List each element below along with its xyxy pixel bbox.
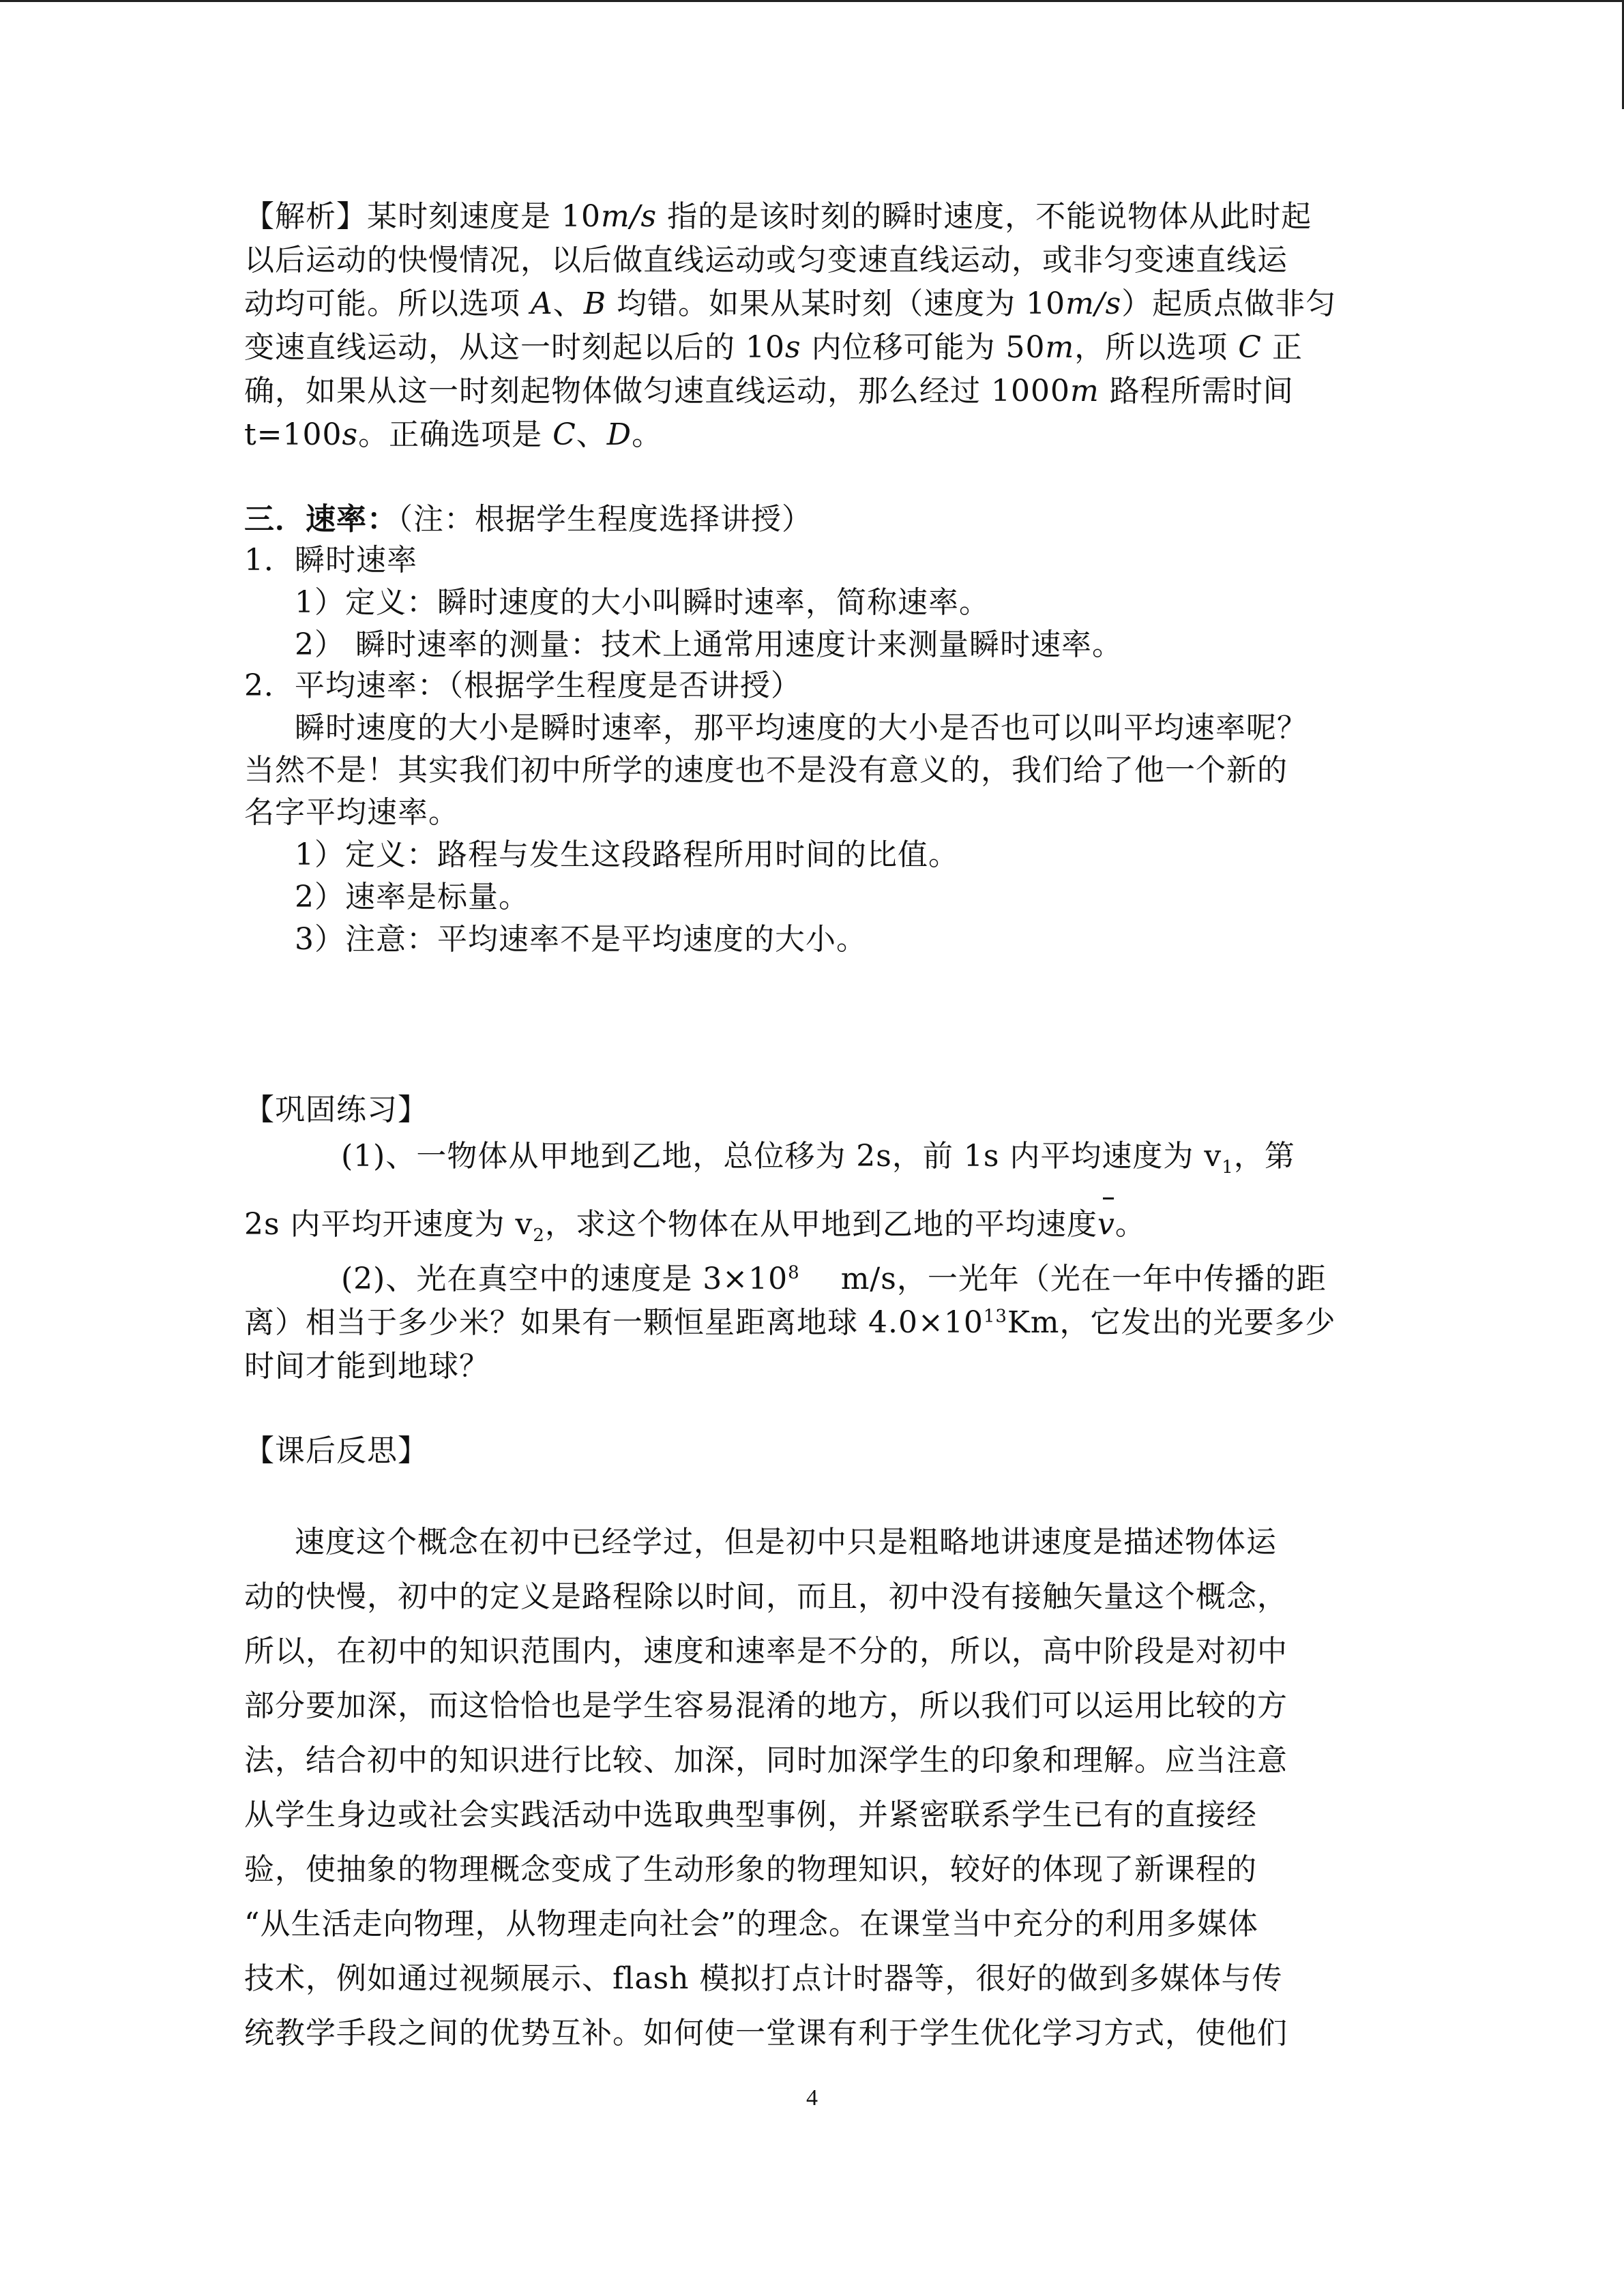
section3-paragraph-line-3: 名字平均速率。 <box>244 795 459 830</box>
reflection-line: 速度这个概念在初中已经学过，但是初中只是粗略地讲速度是描述物体运 <box>295 1525 1277 1560</box>
section3-item1-measurement: 2） 瞬时速率的测量：技术上通常用速度计来测量瞬时速率。 <box>295 627 1123 662</box>
reflection-line: 所以，在初中的知识范围内，速度和速率是不分的，所以，高中阶段是对初中 <box>244 1634 1288 1669</box>
section3-paragraph-line-2: 当然不是！其实我们初中所学的速度也不是没有意义的，我们给了他一个新的 <box>244 753 1288 788</box>
practice-q2-line-3: 时间才能到地球？ <box>244 1349 490 1384</box>
reflection-heading: 【课后反思】 <box>244 1433 428 1468</box>
practice-q1-line-2: 2s 内平均开速度为 $v_2$，求这个物体在从甲地到乙地的平均速度v。 <box>244 1204 1146 1245</box>
page-top-border <box>0 0 1624 2</box>
section3-item2: 2．平均速率：（根据学生程度是否讲授） <box>244 668 801 703</box>
practice-q2-line-2: 离）相当于多少米？如果有一颗恒星距离地球 $4.0\times 10^{13}Km$，它发出的光要多少 <box>244 1305 1336 1340</box>
reflection-line: 统教学手段之间的优势互补。如何使一堂课有利于学生优化学习方式，使他们 <box>244 2016 1288 2051</box>
analysis-line-6: t=100s。正确选项是 C、D。 <box>244 417 663 452</box>
analysis-line-3: 动均可能。所以选项 A、B 均错。如果从某时刻（速度为 10m/s）起质点做非匀 <box>244 286 1337 321</box>
reflection-line: 从学生身边或社会实践活动中选取典型事例，并紧密联系学生已有的直接经 <box>244 1798 1257 1832</box>
reflection-line: 部分要加深，而这恰恰也是学生容易混淆的地方，所以我们可以运用比较的方 <box>244 1688 1288 1723</box>
practice-q2-line-1: (2)、光在真空中的速度是 $3\times 10^8$ m/s，一光年（光在一年中传播的距 <box>341 1262 1327 1296</box>
analysis-line-1: 【解析】某时刻速度是 10m/s 指的是该时刻的瞬时速度，不能说物体从此时起 <box>244 199 1312 234</box>
reflection-line: 动的快慢，初中的定义是路程除以时间，而且，初中没有接触矢量这个概念， <box>244 1579 1288 1614</box>
practice-heading: 【巩固练习】 <box>244 1092 428 1127</box>
section3-sub-1: 1）定义：路程与发生这段路程所用时间的比值。 <box>295 837 959 872</box>
practice-q1-line-1: (1)、一物体从甲地到乙地，总位移为 2s，前 1s 内平均速度为 $v_1$，第 <box>341 1139 1295 1178</box>
section3-sub-2: 2）速率是标量。 <box>295 880 529 914</box>
section3-sub-3: 3）注意：平均速率不是平均速度的大小。 <box>295 922 867 957</box>
section3-item1-definition: 1）定义：瞬时速度的大小叫瞬时速率，简称速率。 <box>295 585 990 620</box>
reflection-line: 法，结合初中的知识进行比较、加深，同时加深学生的印象和理解。应当注意 <box>244 1743 1288 1778</box>
analysis-line-5: 确，如果从这一时刻起物体做匀速直线运动，那么经过 1000m 路程所需时间 <box>244 374 1294 408</box>
analysis-line-2: 以后运动的快慢情况，以后做直线运动或匀变速直线运动，或非匀变速直线运 <box>244 243 1288 278</box>
section3-heading: 三．速率：（注：根据学生程度选择讲授） <box>244 502 812 537</box>
section3-paragraph-line-1: 瞬时速度的大小是瞬时速率，那平均速度的大小是否也可以叫平均速率呢？ <box>295 711 1308 745</box>
page-number: 4 <box>806 2085 818 2111</box>
reflection-line: “从生活走向物理，从物理走向社会”的理念。在课堂当中充分的利用多媒体 <box>244 1907 1258 1941</box>
analysis-line-4: 变速直线运动，从这一时刻起以后的 10s 内位移可能为 50m，所以选项 C 正 <box>244 330 1303 365</box>
reflection-line: 验，使抽象的物理概念变成了生动形象的物理知识，较好的体现了新课程的 <box>244 1852 1257 1887</box>
reflection-line: 技术，例如通过视频展示、flash 模拟打点计时器等，很好的做到多媒体与传 <box>244 1961 1283 1996</box>
section3-item1: 1．瞬时速率 <box>244 543 417 578</box>
average-velocity-symbol: v <box>1097 1204 1115 1245</box>
